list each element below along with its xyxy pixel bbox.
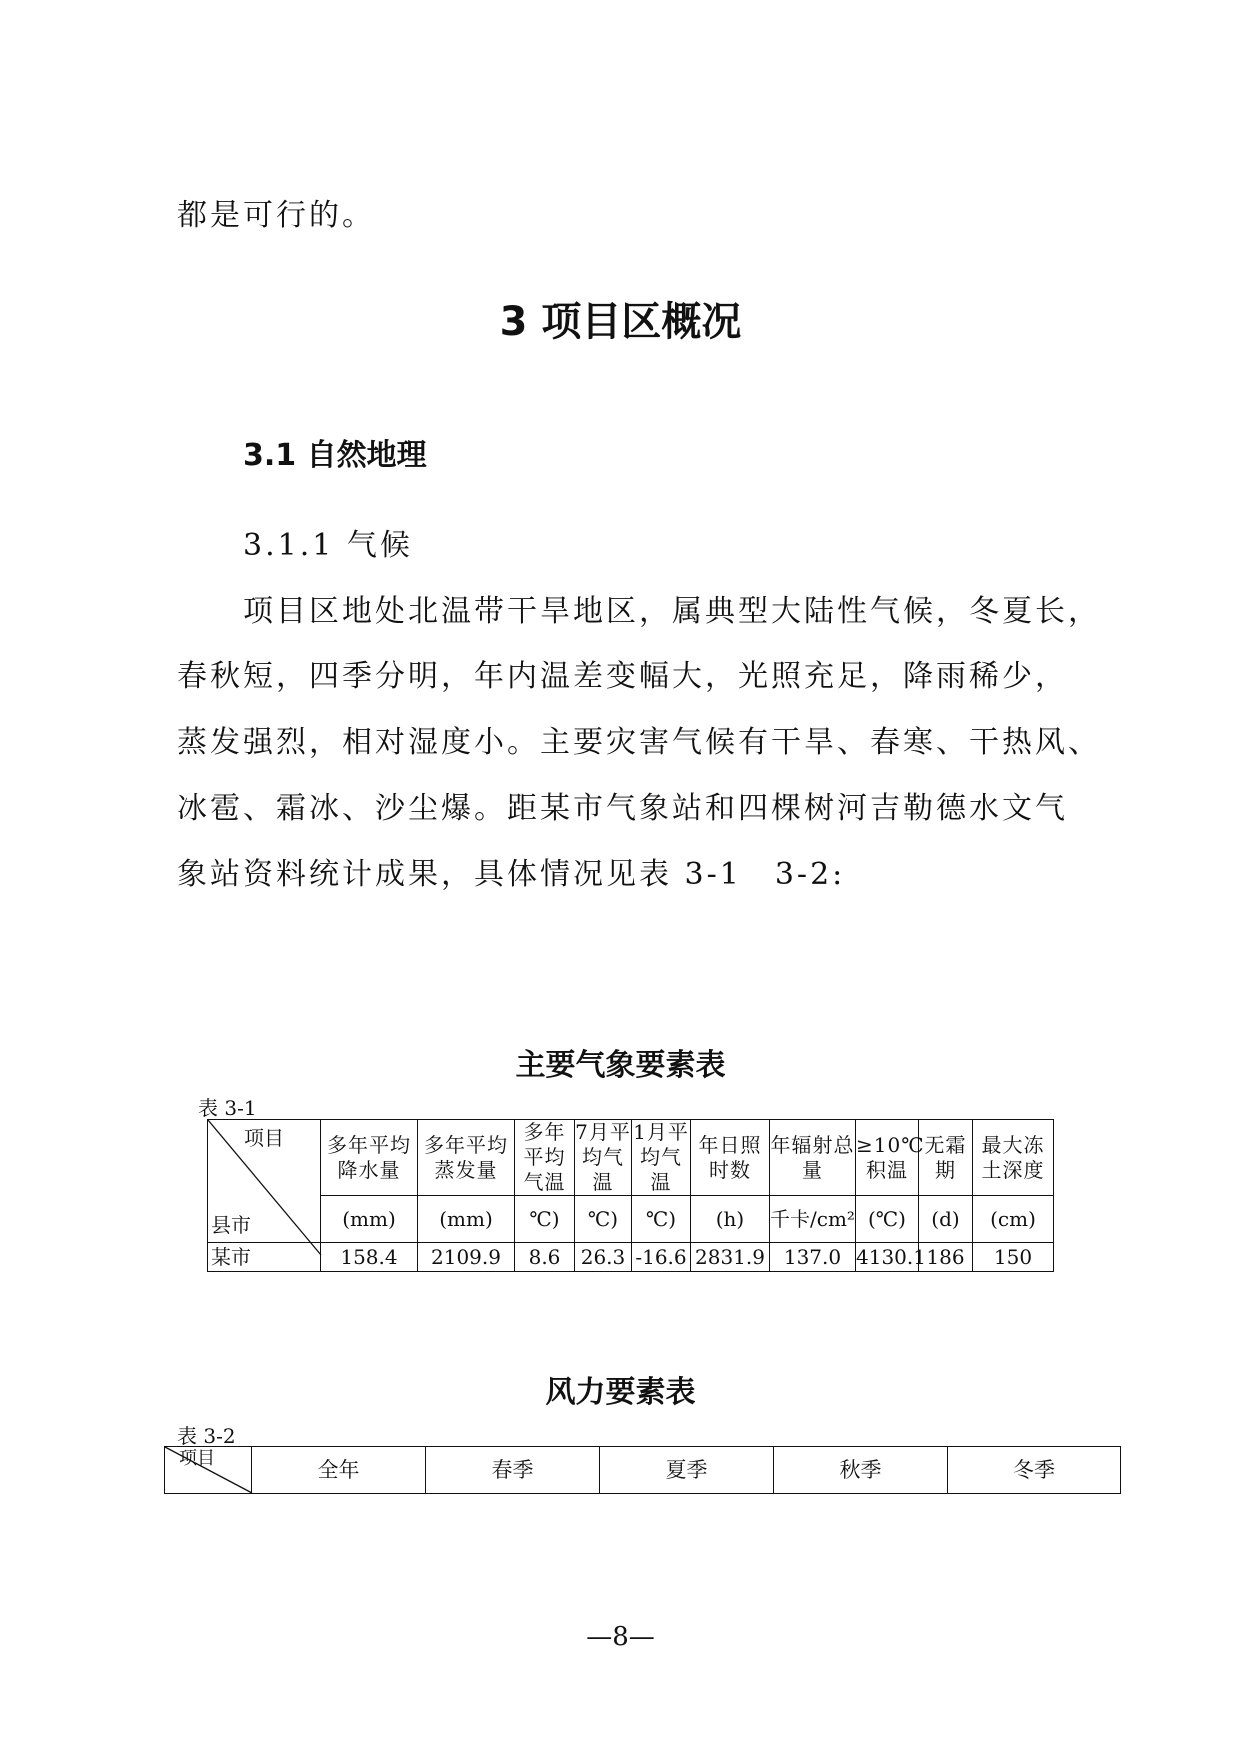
chapter-title: 3 项目区概况 (499, 299, 742, 345)
table-label: 表 3-2 (177, 1424, 236, 1448)
row-name-cell: 某市 (208, 1243, 321, 1272)
page-number: —8— (586, 1622, 655, 1652)
corner-bottom-label: 县市 (211, 1213, 251, 1237)
unit-cell: ℃) (575, 1196, 632, 1243)
table-corner-cell (208, 1120, 321, 1243)
column-header: ≥10℃积温 (856, 1120, 919, 1196)
unit-cell: 千卡/cm² (770, 1196, 856, 1243)
corner-label: 项目 (179, 1448, 215, 1469)
corner-top-label: 项目 (244, 1126, 284, 1150)
value-cell: 137.0 (770, 1243, 856, 1272)
column-header: 1月平均气温 (633, 1120, 689, 1194)
unit-cell: (cm) (973, 1196, 1054, 1243)
column-header: 冬季 (948, 1447, 1121, 1494)
value-cell: 158.4 (321, 1243, 418, 1272)
value-cell: 2831.9 (691, 1243, 770, 1272)
column-header: 无霜期 (919, 1120, 973, 1196)
section-heading: 3.1 自然地理 (243, 438, 427, 473)
unit-cell: (h) (691, 1196, 770, 1243)
column-header: 多年平均蒸发量 (418, 1120, 515, 1196)
paragraph-line: 项目区地处北温带干旱地区，属典型大陆性气候，冬夏长， (243, 594, 1101, 629)
table-corner-cell (165, 1447, 252, 1494)
unit-cell: (d) (919, 1196, 973, 1243)
unit-cell: ℃) (632, 1196, 691, 1243)
column-header: 春季 (426, 1447, 600, 1494)
column-header: 秋季 (774, 1447, 948, 1494)
table-caption: 风力要素表 (545, 1375, 696, 1410)
value-cell: 4130.1 (856, 1243, 919, 1272)
table-caption: 主要气象要素表 (515, 1048, 726, 1083)
table-row (208, 1243, 1054, 1272)
unit-cell: ℃) (515, 1196, 575, 1243)
column-header: 夏季 (600, 1447, 774, 1494)
unit-cell: (℃) (856, 1196, 919, 1243)
value-cell: 2109.9 (418, 1243, 515, 1272)
value-cell: 26.3 (575, 1243, 632, 1272)
subsection-heading: 3.1.1 气候 (243, 528, 413, 563)
value-cell: 186 (919, 1243, 973, 1272)
value-cell: 8.6 (515, 1243, 575, 1272)
unit-cell: (mm) (321, 1196, 418, 1243)
table-label: 表 3-1 (198, 1096, 257, 1120)
column-header: 7月平均气温 (575, 1120, 631, 1194)
paragraph-line: 春秋短，四季分明，年内温差变幅大，光照充足，降雨稀少， (177, 659, 1068, 694)
column-header: 多年平均降水量 (321, 1120, 418, 1196)
paragraph-line: 蒸发强烈，相对湿度小。主要灾害气候有干旱、春寒、干热风、 (177, 725, 1101, 760)
weather-elements-table (207, 1119, 1054, 1272)
column-header: 年辐射总量 (770, 1120, 856, 1196)
text-line: 都是可行的。 (177, 198, 375, 233)
value-cell: 150 (973, 1243, 1054, 1272)
unit-cell: (mm) (418, 1196, 515, 1243)
paragraph-line: 冰雹、霜冰、沙尘爆。距某市气象站和四棵树河吉勒德水文气 (177, 791, 1068, 826)
column-header: 全年 (252, 1447, 426, 1494)
value-cell: -16.6 (632, 1243, 691, 1272)
column-header: 年日照时数 (691, 1120, 770, 1196)
paragraph-line: 象站资料统计成果，具体情况见表 3-1 3-2: (177, 857, 846, 892)
column-header: 最大冻土深度 (973, 1120, 1054, 1196)
column-header: 多年平均气温 (515, 1120, 575, 1196)
wind-elements-table (164, 1446, 1121, 1494)
